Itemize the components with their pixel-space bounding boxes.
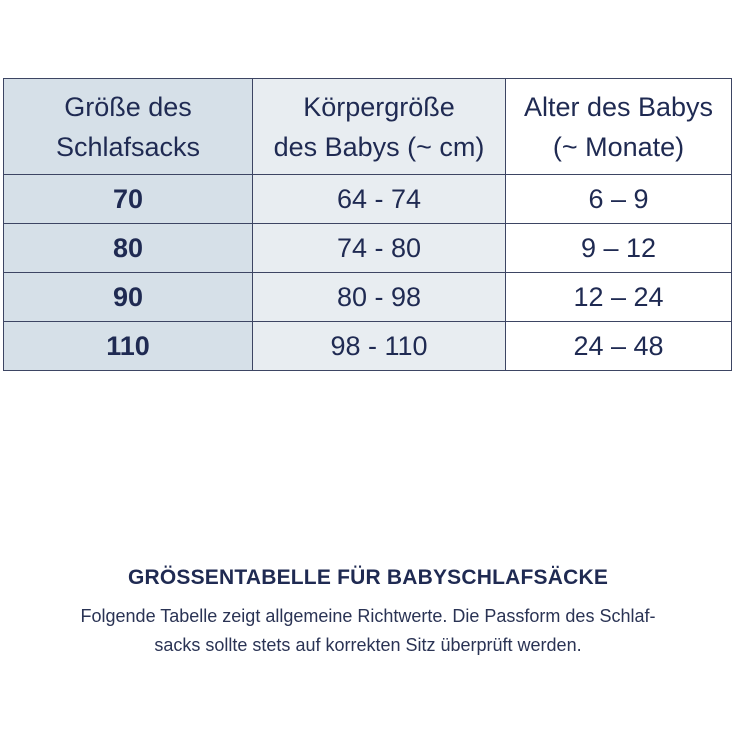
caption-title: GRÖSSENTABELLE FÜR BABYSCHLAFSÄCKE <box>127 566 609 589</box>
age-cell: 9 – 12 <box>506 224 732 273</box>
header-line: (~ Monate) <box>552 131 685 162</box>
table-row <box>4 322 732 371</box>
age-cell: 12 – 24 <box>506 273 732 322</box>
size-cell: 110 <box>4 322 253 371</box>
caption-line: sacks sollte stets auf korrekten Sitz überprüft werden. <box>154 635 582 655</box>
header-line: Schlafsacks <box>55 131 201 162</box>
header-line: Alter des Babys <box>523 91 714 122</box>
size-cell: 80 <box>4 224 253 273</box>
header-line: Größe des <box>64 91 192 122</box>
height-cell: 64 - 74 <box>253 175 506 224</box>
caption-text <box>0 602 736 660</box>
caption-line: Folgende Tabelle zeigt allgemeine Richtwerte. Die Passform des Schlaf- <box>80 606 656 626</box>
header-sleeping-bag-size <box>4 79 253 175</box>
size-cell: 70 <box>4 175 253 224</box>
size-cell: 90 <box>4 273 253 322</box>
header-baby-height <box>253 79 506 175</box>
age-cell: 24 – 48 <box>506 322 732 371</box>
table-row <box>4 273 732 322</box>
header-line: Körpergröße <box>303 91 455 122</box>
height-cell: 74 - 80 <box>253 224 506 273</box>
table-header-row <box>4 79 732 175</box>
table-row <box>4 224 732 273</box>
age-cell: 6 – 9 <box>506 175 732 224</box>
height-cell: 80 - 98 <box>253 273 506 322</box>
table-row <box>4 175 732 224</box>
size-chart-table <box>3 78 732 371</box>
header-line: des Babys (~ cm) <box>273 131 485 162</box>
height-cell: 98 - 110 <box>253 322 506 371</box>
header-baby-age <box>506 79 732 175</box>
